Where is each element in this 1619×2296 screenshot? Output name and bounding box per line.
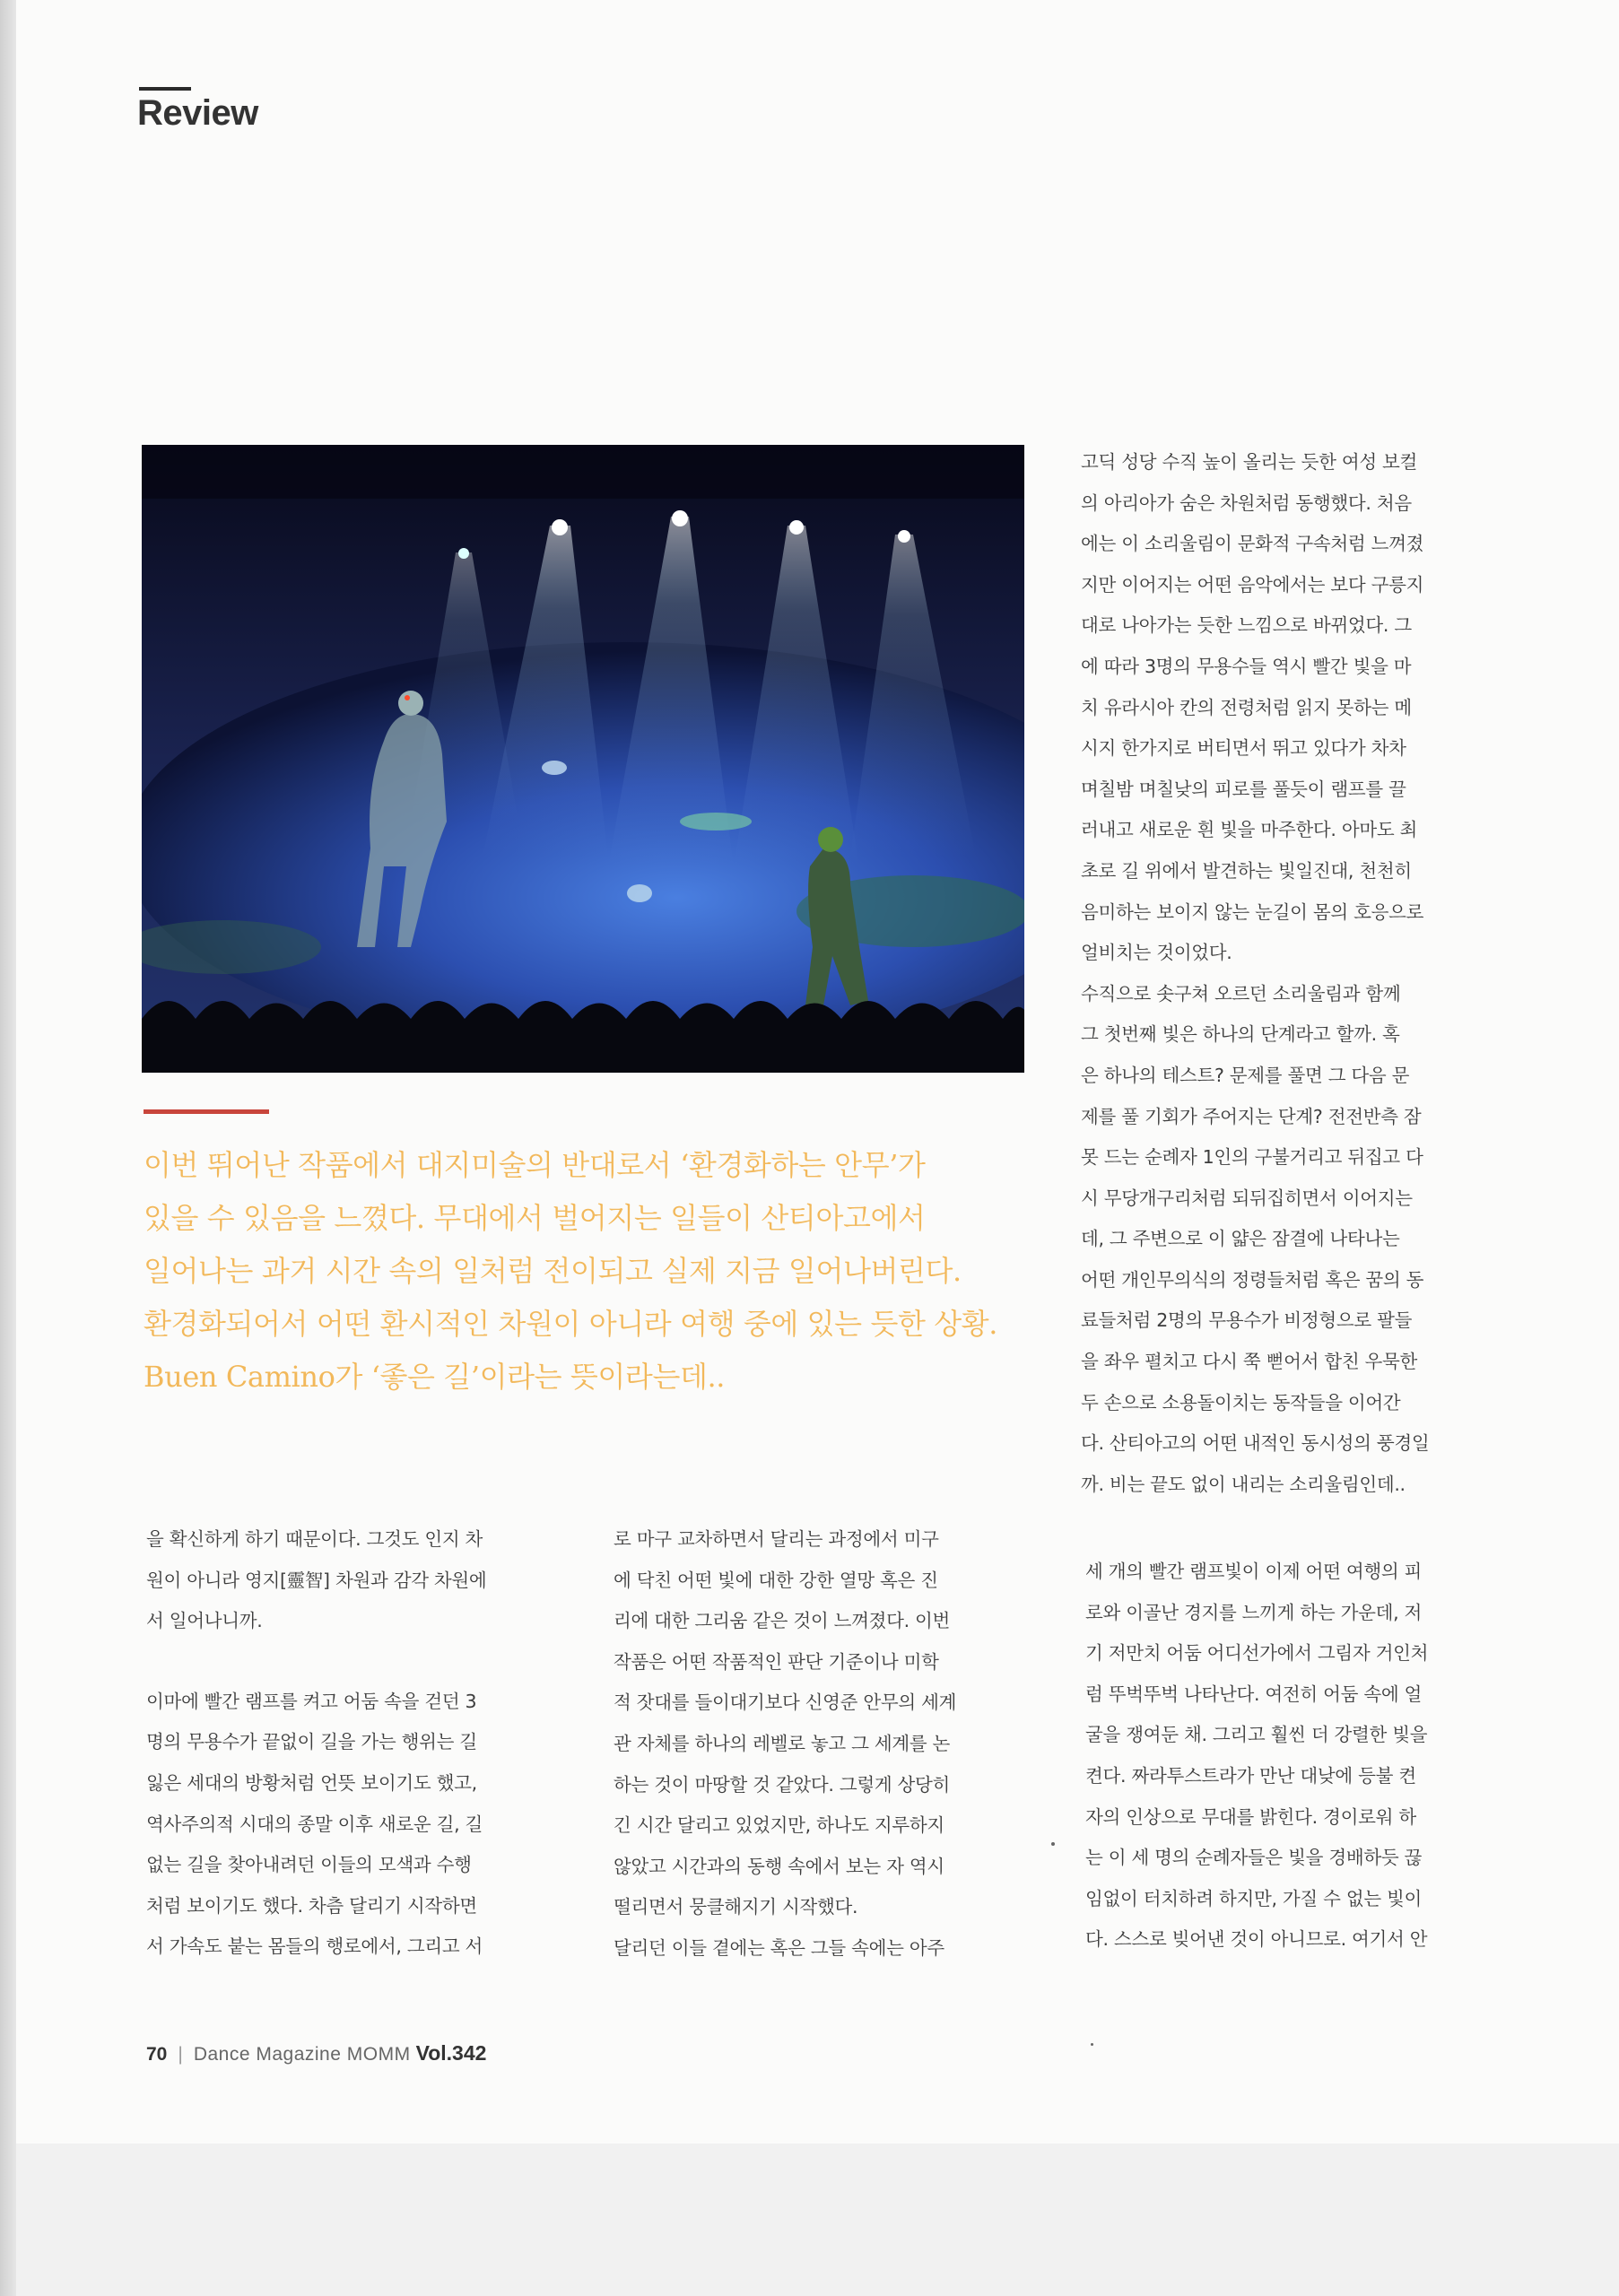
text-line: 에 따라 3명의 무용수들 역시 빨간 빛을 마 [1081,655,1412,677]
text-line: 임없이 터치하려 하지만, 가질 수 없는 빛이 [1085,1887,1423,1909]
text-line: 럼 뚜벅뚜벅 나타난다. 여전히 어둠 속에 얼 [1085,1683,1423,1705]
text-line: 작품은 어떤 작품적인 판단 기준이나 미학 [614,1650,939,1673]
paragraph [614,1928,1033,1970]
text-line: 서 일어나니까. [146,1610,263,1632]
pull-quote-line: 일어나는 과거 시간 속의 일처럼 전이되고 실제 지금 일어나버린다. [144,1254,962,1288]
text-line: 리에 대한 그리움 같은 것이 느껴졌다. 이번 [614,1610,951,1632]
text-line: 못 드는 순례자 1인의 구불거리고 뒤집고 다 [1081,1146,1423,1169]
text-line: 굴을 쟁여둔 채. 그리고 훨씬 더 강렬한 빛을 [1085,1724,1428,1746]
paragraph [614,1519,1033,1928]
text-line: 에 닥친 어떤 빛에 대한 강한 열망 혹은 진 [614,1569,938,1591]
text-line: 시지 한가지로 버티면서 뛰고 있다가 차차 [1081,737,1406,760]
text-line: 이마에 빨간 램프를 켜고 어둠 속을 걷던 3 [146,1690,477,1712]
text-line: 음미하는 보이지 않는 눈길이 몸의 호응으로 [1081,900,1424,923]
text-line: 명의 무용수가 끝없이 길을 가는 행위는 길 [146,1731,477,1753]
text-line: 떨리면서 뭉클해지기 시작했다. [614,1896,858,1918]
text-line: 수직으로 솟구쳐 오르던 소리울림과 함께 [1081,982,1401,1004]
text-line: 그 첫번째 빛은 하나의 단계라고 할까. 혹 [1081,1023,1400,1046]
section-title: Review [137,93,258,133]
text-line: 까. 비는 끝도 없이 내리는 소리울림인데.. [1081,1473,1406,1495]
right-column-lower [1085,1552,1509,1961]
text-line: 에는 이 소리울림이 문화적 구속처럼 느껴졌 [1081,533,1424,555]
text-line: 러내고 새로운 흰 빛을 마주한다. 아마도 최 [1081,819,1418,841]
text-line: 제를 풀 기회가 주어지는 단계? 전전반측 잠 [1081,1105,1422,1127]
text-line: 고딕 성당 수직 높이 올리는 듯한 여성 보컬 [1081,451,1418,473]
text-line: 얼비치는 것이었다. [1081,942,1232,964]
text-line: 역사주의적 시대의 종말 이후 새로운 길, 길 [146,1813,483,1835]
footer-separator: | [178,2044,183,2065]
text-line: 없는 길을 찾아내려던 이들의 모색과 수행 [146,1854,472,1876]
text-line: 서 가속도 붙는 몸들의 행로에서, 그리고 서 [146,1935,483,1958]
paragraph-gap [146,1642,566,1682]
left-column [146,1519,566,1968]
text-line: 기 저만치 어둠 어디선가에서 그림자 거인처 [1085,1642,1429,1665]
scan-speck [1091,2043,1093,2046]
paragraph [146,1682,566,1968]
text-line: 다. 산티아고의 어떤 내적인 동시성의 풍경일 [1081,1432,1430,1455]
text-line: 원이 아니라 영지[靈智] 차원과 감각 차원에 [146,1569,487,1591]
magazine-name: Dance Magazine MOMM [193,2044,411,2065]
text-line: 은 하나의 테스트? 문제를 풀면 그 다음 문 [1081,1064,1410,1086]
text-line: 며칠밤 며칠낮의 피로를 풀듯이 램프를 끌 [1081,778,1406,800]
scan-speck [1051,1842,1055,1846]
text-line: 세 개의 빨간 램프빛이 이제 어떤 여행의 피 [1085,1561,1423,1582]
text-line: 적 잣대를 들이대기보다 신영준 안무의 세계 [614,1692,957,1714]
paragraph [1081,442,1502,974]
text-line: 대로 나아가는 듯한 느낌으로 바뀌었다. 그 [1081,614,1412,637]
pull-quote-line: 이번 뛰어난 작품에서 대지미술의 반대로서 ‘환경화하는 안무’가 [144,1148,926,1182]
text-line: 긴 시간 달리고 있었지만, 하나도 지루하지 [614,1814,944,1837]
text-line: 잃은 세대의 방황처럼 언뜻 보이기도 했고, [146,1771,477,1794]
text-line: 로 마구 교차하면서 달리는 과정에서 미구 [614,1528,939,1550]
pull-quote-line: 있을 수 있음을 느꼈다. 무대에서 벌어지는 일들이 산티아고에서 [144,1201,926,1235]
text-line: 하는 것이 마땅할 것 같았다. 그렇게 상당히 [614,1773,951,1796]
text-line: 켠다. 짜라투스트라가 만난 대낮에 등불 켠 [1085,1764,1416,1787]
text-line: 다. 스스로 빚어낸 것이 아니므로. 여기서 안 [1085,1928,1428,1951]
text-line: 두 손으로 소용돌이치는 동작들을 이어간 [1081,1391,1401,1413]
text-line: 달리던 이들 곁에는 혹은 그들 속에는 아주 [614,1936,944,1959]
right-column-upper [1081,442,1502,1505]
quote-accent-rule [144,1109,269,1114]
pull-quote-line: Buen Camino가 ‘좋은 길’이라는 뜻이라는데.. [144,1360,726,1394]
text-line: 관 자체를 하나의 레벨로 놓고 그 세계를 논 [614,1732,951,1754]
page-footer [146,2041,486,2066]
text-line: 초로 길 위에서 발견하는 빛일진대, 천천히 [1081,859,1412,882]
text-line: 데, 그 주변으로 이 얇은 잠결에 나타나는 [1081,1228,1400,1250]
text-line: 어떤 개인무의식의 정령들처럼 혹은 꿈의 동 [1081,1268,1424,1291]
scan-edge [0,0,16,2296]
section-rule [139,87,191,91]
text-line: 치 유라시아 칸의 전령처럼 읽지 못하는 메 [1081,696,1412,718]
text-line: 처럼 보이기도 했다. 차츰 달리기 시작하면 [146,1894,477,1917]
text-line: 로와 이골난 경지를 느끼게 하는 가운데, 저 [1085,1601,1423,1623]
text-line: 자의 인상으로 무대를 밝힌다. 경이로워 하 [1085,1805,1416,1828]
page-number: 70 [146,2044,168,2065]
text-line: 의 아리아가 숨은 차원처럼 동행했다. 처음 [1081,491,1412,514]
pull-quote [144,1139,1005,1404]
paragraph [1081,974,1502,1506]
text-line: 지만 이어지는 어떤 음악에서는 보다 구릉지 [1081,573,1424,596]
paragraph [146,1519,566,1642]
text-line: 을 좌우 펼치고 다시 쭉 뻗어서 합친 우묵한 [1081,1351,1418,1373]
text-line: 는 이 세 명의 순례자들은 빛을 경배하듯 끊 [1085,1847,1423,1869]
stage-photo [142,445,1024,1073]
text-line: 않았고 시간과의 동행 속에서 보는 자 역시 [614,1855,944,1877]
middle-column [614,1519,1033,1970]
text-line: 시 무당개구리처럼 되뒤집히면서 이어지는 [1081,1187,1413,1209]
scan-background [16,2144,1619,2296]
volume-number: Vol.342 [415,2041,487,2065]
text-line: 료들처럼 2명의 무용수가 비정형으로 팔들 [1081,1309,1413,1332]
pull-quote-line: 환경화되어서 어떤 환시적인 차원이 아니라 여행 중에 있는 듯한 상황. [144,1307,998,1341]
text-line: 을 확신하게 하기 때문이다. 그것도 인지 차 [146,1528,483,1550]
